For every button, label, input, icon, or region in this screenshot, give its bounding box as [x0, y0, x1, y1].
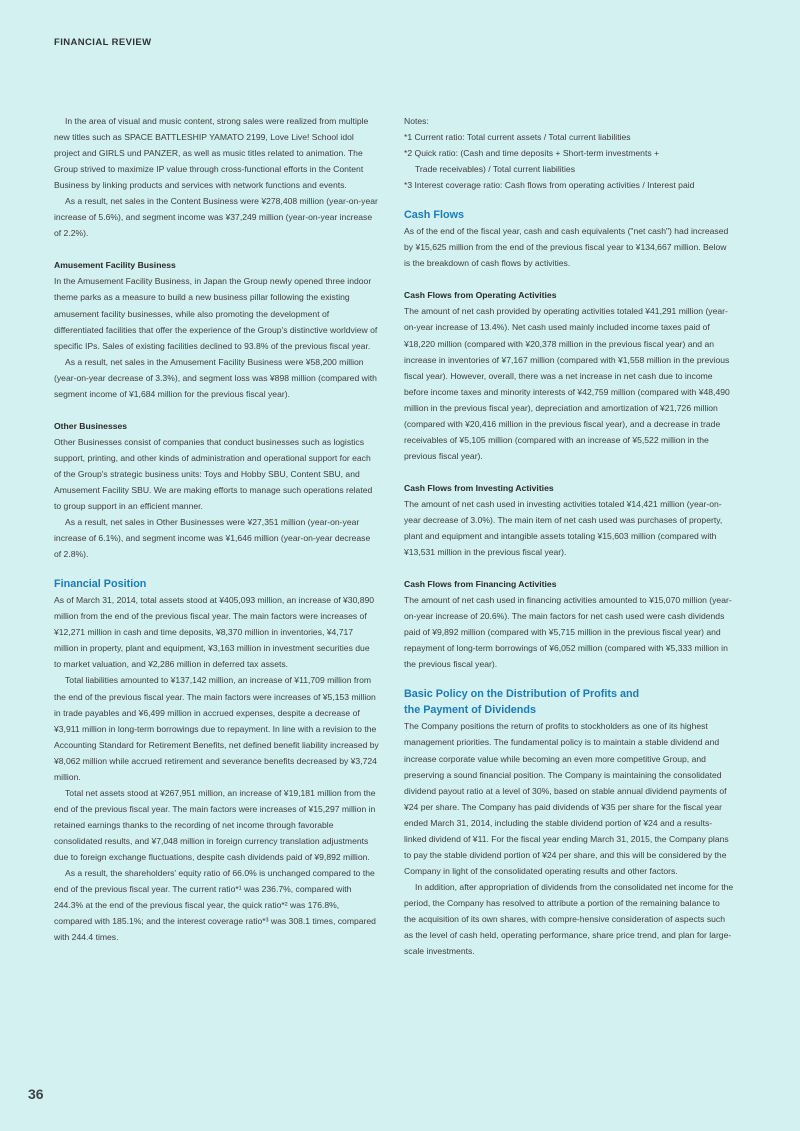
content-paragraph-2: As a result, net sales in the Content Business were ¥278,408 million (year-on-year increase of 5.6%), and segment income was ¥37,249 million (year-on-year increase of 2.2%).	[54, 196, 378, 239]
note-2: *2 Quick ratio: (Cash and time deposits + Short-term investments +	[404, 148, 660, 159]
financial-position-paragraph-3: Total net assets stood at ¥267,951 million, an increase of ¥19,181 million from the end of the previous fiscal year. The main factors were increases of ¥15,297 million in retained earnings thanks to the recording of net income through favorable consolidated results, and ¥7,048 million in foreign currency translation adjustments due to foreign exchange fluctuations, despite cash dividends paid of ¥9,892 million.	[54, 787, 376, 862]
operating-paragraph: The amount of net cash provided by operating activities totaled ¥41,291 million (year-on-year increase of 13.4%). Net cash used mainly included income taxes paid of ¥18,220 million (compared with ¥20,378 million in the previous fiscal year) and an increase in inventories of ¥7,167 million (compared with ¥1,558 million in the previous fiscal year). However, overall, there was a net increase in net cash due to income before income taxes and minority interests of ¥42,759 million (compared with ¥48,490 million in the previous fiscal year), depreciation and amortization of ¥21,726 million (compared with ¥20,416 million in the previous fiscal year), and a decrease in trade receivables of ¥5,105 million (compared with an increase of ¥5,522 million in the previous fiscal year).	[404, 306, 730, 461]
financial-position-paragraph-4: As a result, the shareholders' equity ratio of 66.0% is unchanged compared to the end of the previous fiscal year. The current ratio*¹ was 236.7%, compared with 244.3% at the end of the previous fiscal year, the quick ratio*² was 176.8%, compared with 185.1%; and the interest coverage ratio*³ was 308.1 times, compared with 244.4 times.	[54, 868, 376, 943]
note-2-continued: Trade receivables) / Total current liabilities	[415, 164, 576, 175]
note-1: *1 Current ratio: Total current assets / Total current liabilities	[404, 132, 631, 143]
cash-flows-paragraph: As of the end of the fiscal year, cash and cash equivalents ("net cash") had increased by ¥15,625 million from the end of the previous fiscal year to ¥134,667 million. Below is the breakdown of cash flows by activities.	[404, 226, 729, 269]
financing-heading: Cash Flows from Financing Activities	[404, 579, 557, 590]
investing-heading: Cash Flows from Investing Activities	[404, 482, 554, 493]
other-businesses-heading: Other Businesses	[54, 420, 128, 431]
section-label: FINANCIAL REVIEW	[54, 37, 152, 48]
content-paragraph-1: In the area of visual and music content, strong sales were realized from multiple new titles such as SPACE BATTLESHIP YAMATO 2199, Love Live! School idol project and GIRLS und PANZER, as well as music titles related to animation. The Group strived to maximize IP value through cross-functional efforts in the Content Business by linking products and services with network functions and events.	[54, 116, 369, 191]
dividends-paragraph-2: In addition, after appropriation of dividends from the consolidated net income for the period, the Company has resolved to attribute a portion of the remaining balance to the acquisition of its own shares, with compre-hensive consideration of aspects such as the level of cash held, operating performance, share price trend, and plan for large-scale investments.	[404, 881, 734, 957]
notes-title: Notes:	[404, 116, 429, 126]
other-businesses-paragraph-2: As a result, net sales in Other Businesses were ¥27,351 million (year-on-year increase of 6.1%), and segment income was ¥1,646 million (year-on-year decrease of 2.8%).	[54, 517, 371, 560]
amusement-heading: Amusement Facility Business	[54, 260, 176, 271]
amusement-paragraph-2: As a result, net sales in the Amusement Facility Business were ¥58,200 million (year-on-year decrease of 3.3%), and segment loss was ¥898 million (compared with segment income of ¥1,684 million for the previous fiscal year).	[54, 356, 377, 399]
left-column	[54, 113, 379, 945]
cash-flows-heading: Cash Flows	[404, 209, 464, 222]
financial-position-paragraph-1: As of March 31, 2014, total assets stood at ¥405,093 million, an increase of ¥30,890 million from the end of the previous fiscal year. The main factors were increases of ¥12,271 million in cash and time deposits, ¥8,370 million in inventories, ¥4,717 million in property, plant and equipment, ¥3,163 million in investment securities due to market valuation, and ¥2,286 million in deferred tax assets.	[54, 595, 375, 670]
page-number: 36	[28, 1086, 44, 1102]
note-3: *3 Interest coverage ratio: Cash flows from operating activities / Interest paid	[404, 180, 695, 191]
dividends-heading: Basic Policy on the Distribution of Profits and the Payment of Dividends	[404, 688, 640, 717]
operating-heading: Cash Flows from Operating Activities	[404, 290, 557, 301]
amusement-paragraph-1: In the Amusement Facility Business, in Japan the Group newly opened three indoor theme parks as a measure to build a new business pillar following the existing amusement facility businesses, while also promoting the development of differentiated facilities that offer the experience of the Group's distinctive worldview of specific IPs. Sales of existing facilities declined to 93.8% of the previous fiscal year.	[54, 276, 378, 351]
right-column	[404, 113, 734, 959]
financial-position-paragraph-2: Total liabilities amounted to ¥137,142 million, an increase of ¥11,709 million from the end of the previous fiscal year. The main factors were increases of ¥5,153 million in trade payables and ¥6,499 million in accrued expenses, despite a decrease of ¥3,911 million in long-term borrowings due to repayment. In line with a revision to the Accounting Standard for Retirement Benefits, net defined benefit liability increased by ¥8,062 million while accrued retirement and severance benefits decreased by ¥3,724 million.	[54, 675, 379, 782]
notes-block	[404, 113, 734, 193]
dividends-paragraph-1: The Company positions the return of profits to stockholders as one of its highest management priorities. The fundamental policy is to maintain a stable dividend and increase corporate value while becoming an even more competitive Group, and preserving a sound financial position. The Company is maintaining the consolidated dividend payout ratio at a level of 30%, based on stable annual dividend payments of ¥24 per share. The Company has paid dividends of ¥35 per share for the fiscal year ended March 31, 2014, including the stable dividend portion of ¥24 and a results-linked dividend of ¥11. For the fiscal year ending March 31, 2015, the Company plans to pay the stable dividend portion of ¥24 per share, and this will be considered by the Company in light of the consolidated operating results and other factors.	[404, 721, 729, 876]
investing-paragraph: The amount of net cash used in investing activities totaled ¥14,421 million (year-on-year decrease of 3.0%). The main item of net cash used was purchases of property, plant and equipment and intangible assets totaling ¥15,603 million (compared with ¥13,531 million in the previous fiscal year).	[404, 498, 723, 558]
financing-paragraph: The amount of net cash used in financing activities amounted to ¥15,070 million (year-on-year increase of 20.6%). The main factors for net cash used were cash dividends paid of ¥9,892 million (compared with ¥5,715 million in the previous fiscal year) and repayment of long-term borrowings of ¥6,052 million (compared with ¥5,333 million in the previous fiscal year).	[404, 595, 732, 670]
financial-position-heading: Financial Position	[54, 578, 147, 591]
other-businesses-paragraph-1: Other Businesses consist of companies that conduct businesses such as logistics support, printing, and other kinds of administration and operational support for each of the Group's strategic business units: Toys and Hobby SBU, Content SBU, and Amusement Facility SBU. We are making efforts to manage such operations related to group support in an efficient manner.	[54, 436, 373, 512]
